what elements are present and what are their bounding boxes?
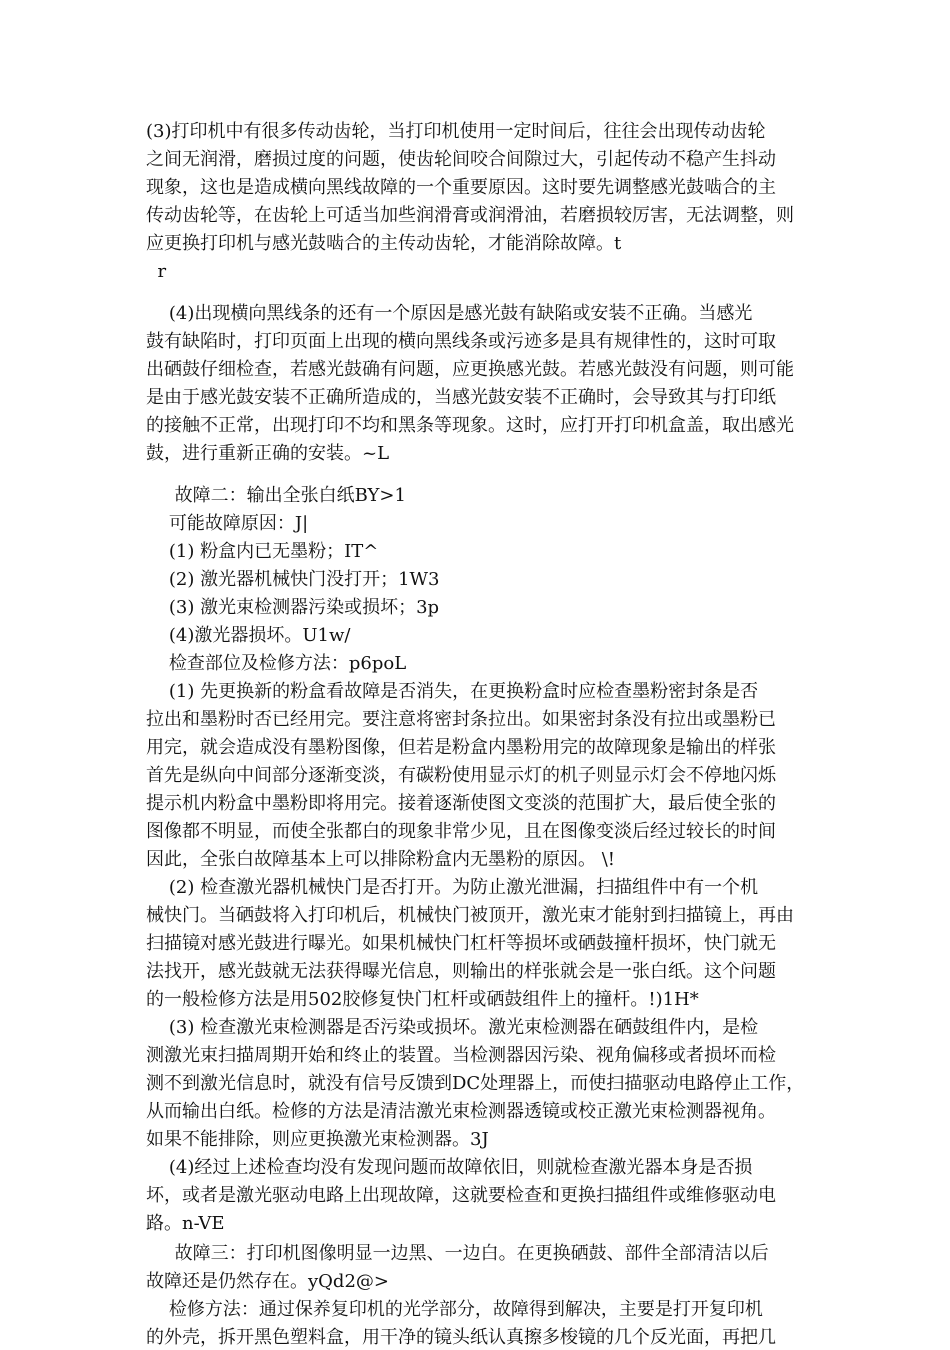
text-line: 鼓，进行重新正确的安装。~L	[146, 443, 390, 464]
text-line: (1) 先更换新的粉盒看故障是否消失，在更换粉盒时应检查墨粉密封条是否	[146, 681, 759, 702]
text-line: 鼓有缺陷时，打印页面上出现的横向黑线条或污迹多是具有规律性的，这时可取	[146, 331, 776, 352]
text-line: 坏，或者是激光驱动电路上出现故障，这就要检查和更换扫描组件或维修驱动电	[146, 1185, 776, 1206]
text-line: 现象，这也是造成横向黑线故障的一个重要原因。这时要先调整感光鼓啮合的主	[146, 177, 776, 198]
text-line: 扫描镜对感光鼓进行曝光。如果机械快门杠杆等损坏或硒鼓撞杆损坏，快门就无	[146, 933, 776, 954]
text-line: 械快门。当硒鼓将入打印机后，机械快门被顶开，激光束才能射到扫描镜上，再由	[146, 905, 794, 926]
text-line: 测激光束扫描周期开始和终止的装置。当检测器因污染、视角偏移或者损坏而检	[146, 1045, 776, 1066]
text-line: 首先是纵向中间部分逐渐变淡，有碳粉使用显示灯的机子则显示灯会不停地闪烁	[146, 765, 776, 786]
text-line: 故障还是仍然存在。yQd2@>	[146, 1271, 389, 1292]
text-line: 检查部位及检修方法：p6poL	[146, 653, 407, 674]
text-line: 因此，全张白故障基本上可以排除粉盒内无墨粉的原因。 \!	[146, 849, 616, 870]
text-line: 之间无润滑，磨损过度的问题，使齿轮间咬合间隙过大，引起传动不稳产生抖动	[146, 149, 776, 170]
text-line: 用完，就会造成没有墨粉图像，但若是粉盒内墨粉用完的故障现象是输出的样张	[146, 737, 776, 758]
text-line: 故障三：打印机图像明显一边黑、一边白。在更换硒鼓、部件全部清洁以后	[146, 1243, 769, 1264]
text-line: (3) 激光束检测器污染或损坏；3p	[146, 597, 440, 618]
text-line: 测不到激光信息时，就没有信号反馈到DC处理器上，而使扫描驱动电路停止工作，	[146, 1073, 805, 1094]
text-line: 的外壳，拆开黑色塑料盒，用干净的镜头纸认真擦多梭镜的几个反光面，再把几	[146, 1327, 776, 1348]
text-line: 故障二：输出全张白纸BY>1	[146, 485, 406, 506]
text-line: (3) 检查激光束检测器是否污染或损坏。激光束检测器在硒鼓组件内，是检	[146, 1017, 759, 1038]
text-line: 提示机内粉盒中墨粉即将用完。接着逐渐使图文变淡的范围扩大，最后使全张的	[146, 793, 776, 814]
text-line: 出硒鼓仔细检查，若感光鼓确有问题，应更换感光鼓。若感光鼓没有问题，则可能	[146, 359, 794, 380]
text-line: r	[146, 261, 167, 282]
text-line: (1) 粉盒内已无墨粉；IT^	[146, 541, 379, 562]
text-line: 可能故障原因：J|	[146, 513, 309, 534]
text-line: (4)经过上述检查均没有发现问题而故障依旧，则就检查激光器本身是否损	[146, 1157, 753, 1178]
text-line: (3)打印机中有很多传动齿轮，当打印机使用一定时间后，往往会出现传动齿轮	[146, 121, 766, 142]
text-line: 从而输出白纸。检修的方法是清洁激光束检测器透镜或校正激光束检测器视角。	[146, 1101, 776, 1122]
text-line: 路。n-VE	[146, 1213, 225, 1234]
text-line: 应更换打印机与感光鼓啮合的主传动齿轮，才能消除故障。t	[146, 233, 622, 254]
text-line: 传动齿轮等，在齿轮上可适当加些润滑膏或润滑油，若磨损较厉害，无法调整，则	[146, 205, 794, 226]
text-line: 的接触不正常，出现打印不均和黑条等现象。这时，应打开打印机盒盖，取出感光	[146, 415, 794, 436]
text-line: 检修方法：通过保养复印机的光学部分，故障得到解决，主要是打开复印机	[146, 1299, 763, 1320]
text-line: 如果不能排除，则应更换激光束检测器。3J	[146, 1129, 489, 1150]
text-line: 拉出和墨粉时否已经用完。要注意将密封条拉出。如果密封条没有拉出或墨粉已	[146, 709, 776, 730]
text-line: (2) 激光器机械快门没打开；1W3	[146, 569, 440, 590]
text-line: 的一般检修方法是用502胶修复快门杠杆或硒鼓组件上的撞杆。!)1H*	[146, 989, 699, 1010]
text-line: (2) 检查激光器机械快门是否打开。为防止激光泄漏，扫描组件中有一个机	[146, 877, 759, 898]
text-line: (4)出现横向黑线条的还有一个原因是感光鼓有缺陷或安装不正确。当感光	[146, 303, 753, 324]
text-line: 图像都不明显，而使全张都白的现象非常少见，且在图像变淡后经过较长的时间	[146, 821, 776, 842]
text-line: (4)激光器损坏。U1w/	[146, 625, 351, 646]
text-line: 是由于感光鼓安装不正确所造成的，当感光鼓安装不正确时，会导致其与打印纸	[146, 387, 776, 408]
text-line: 法找开，感光鼓就无法获得曝光信息，则输出的样张就会是一张白纸。这个问题	[146, 961, 776, 982]
